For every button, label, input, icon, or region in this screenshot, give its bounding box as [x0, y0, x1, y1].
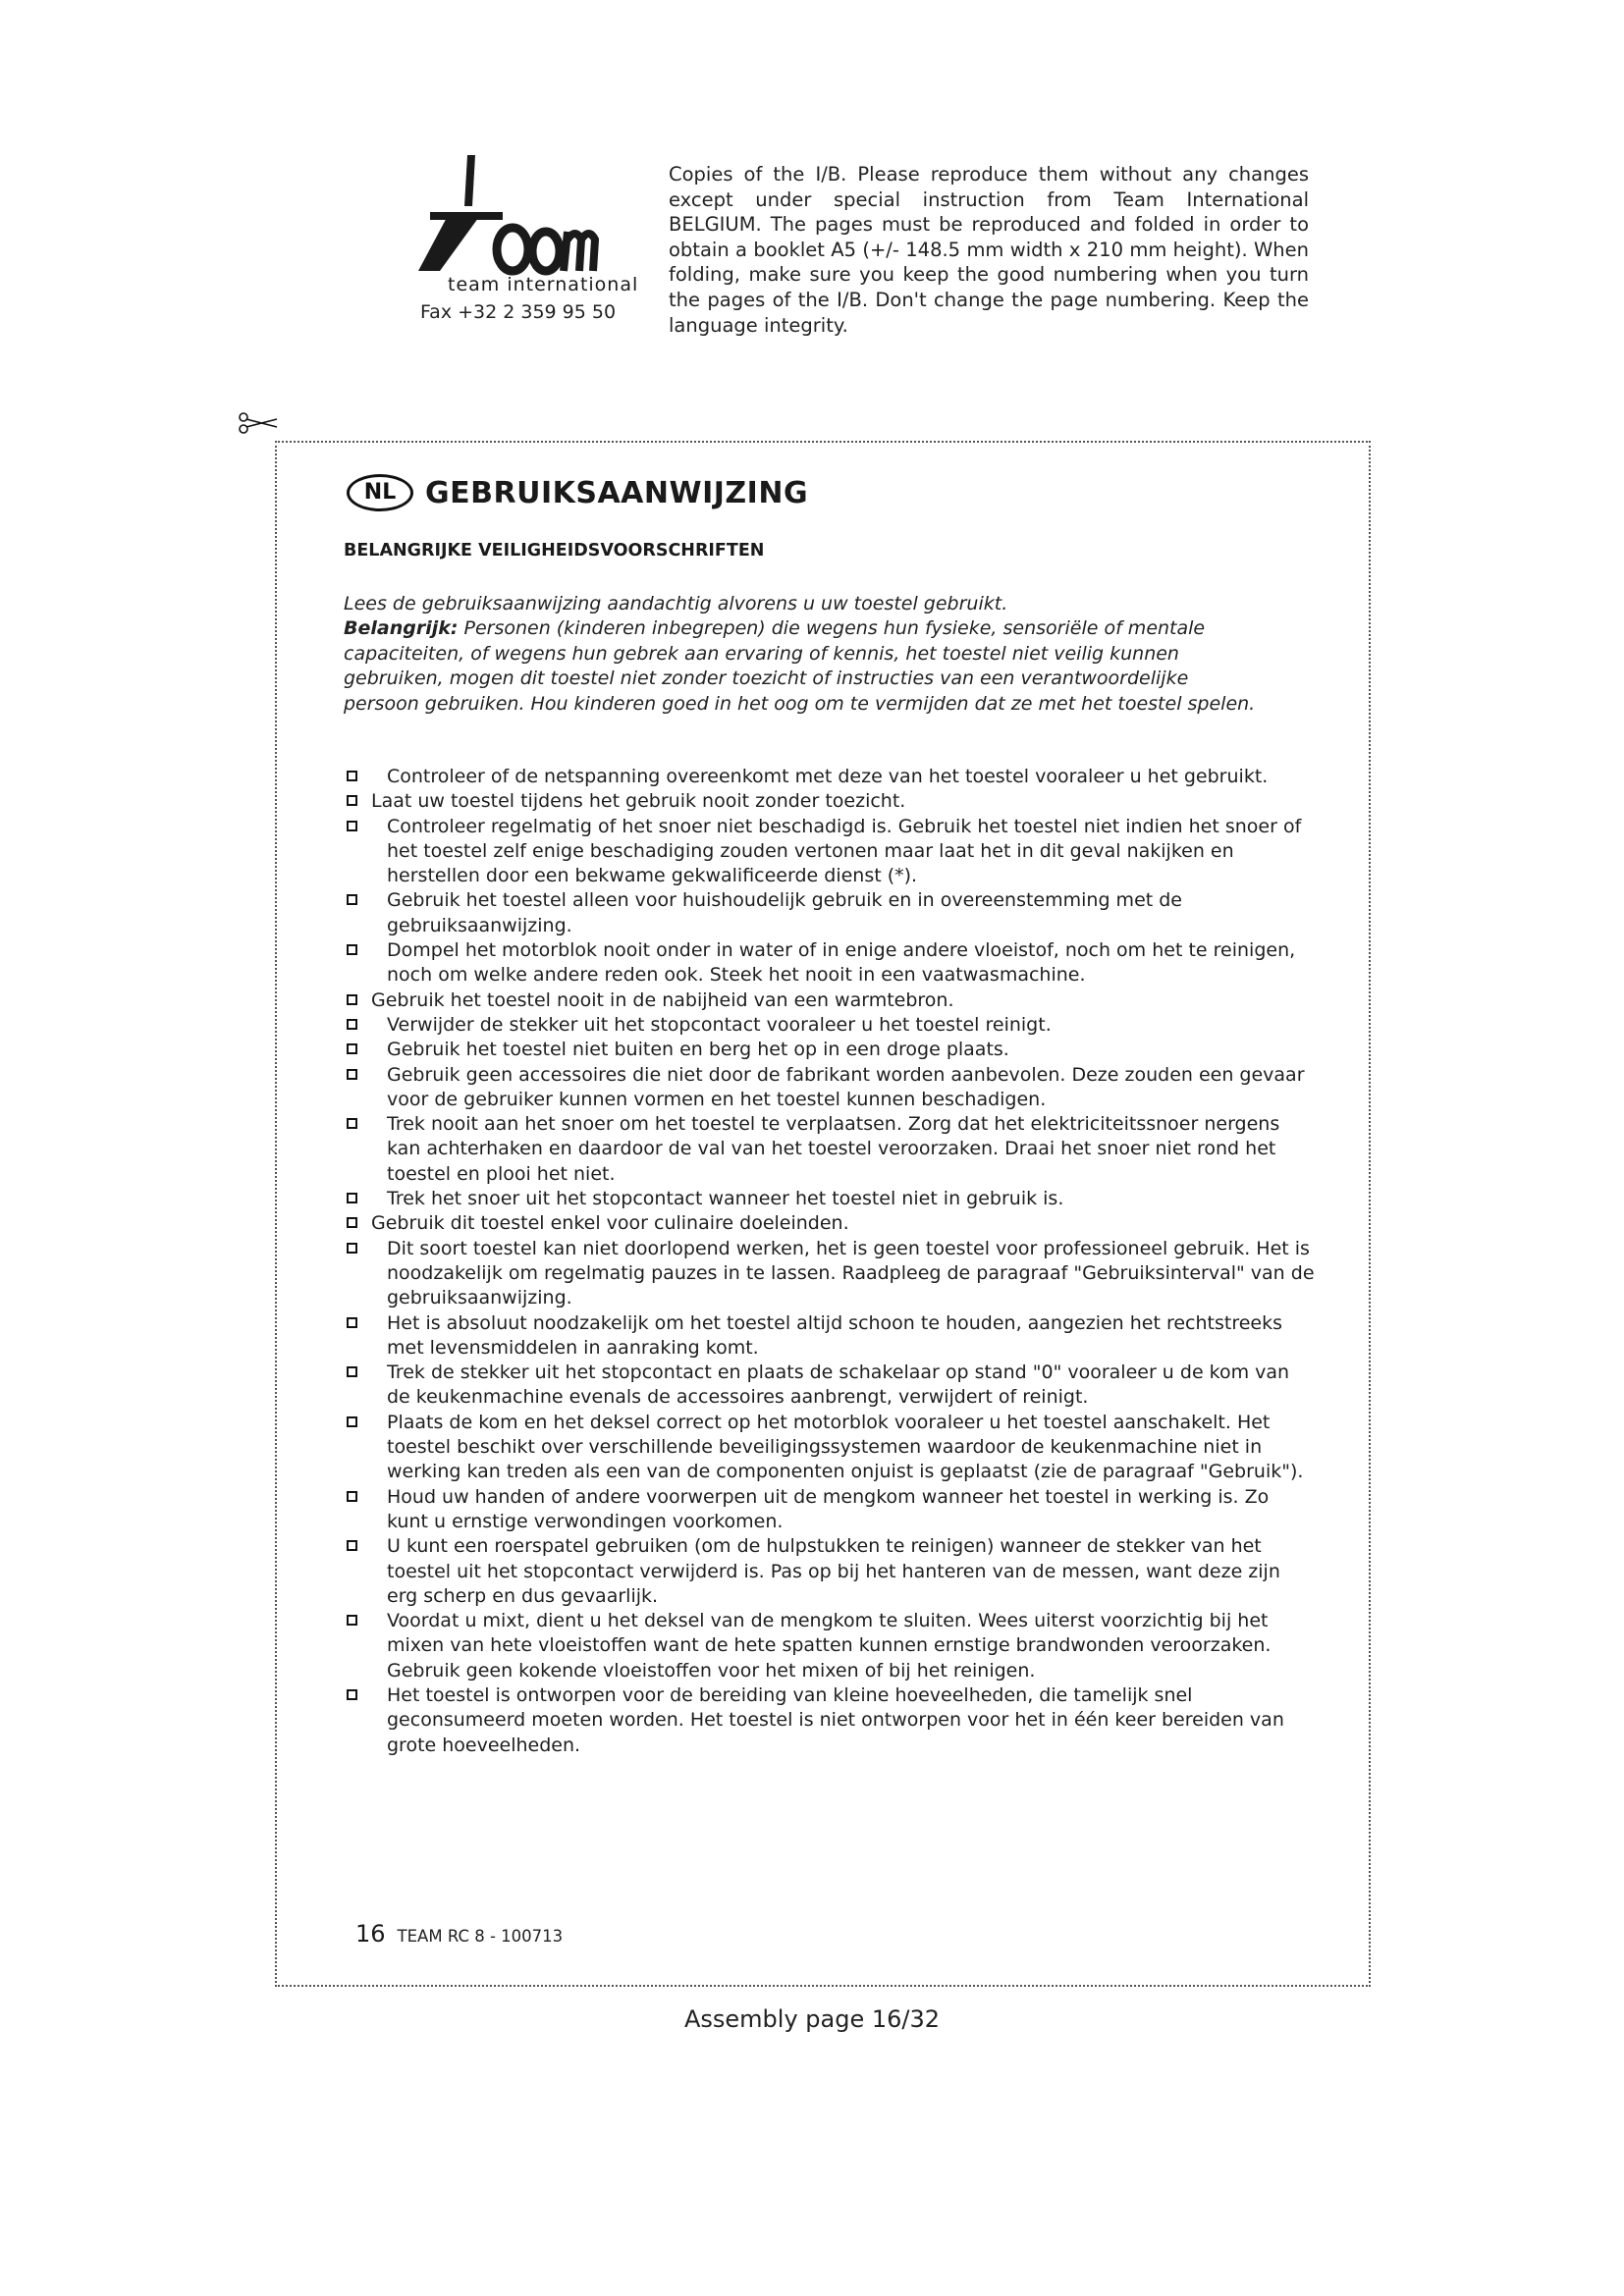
list-item: [344, 1211, 1316, 1236]
team-logo: [410, 155, 639, 295]
manual-title: GEBRUIKSAANWIJZING: [425, 475, 809, 510]
list-item-text: Trek het snoer uit het stopcontact wanneer het toestel niet in gebruik is.: [387, 1188, 1064, 1210]
checkbox-bullet-icon: [347, 821, 357, 831]
list-item: [344, 1534, 1316, 1609]
checkbox-bullet-icon: [347, 1043, 357, 1054]
intro-rest: Personen (kinderen inbegrepen) die wegens hun fysieke, sensoriële of mentale capaciteiten, of wegens hun gebrek aan ervaring of kennis, het toestel niet veilig kunnen gebruiken, mogen dit toestel niet zonder toezicht of instructies van een verantwoordelijke persoon gebruiken. Hou kinderen goed in het oog om te vermijden dat ze met het toestel spelen.: [344, 617, 1256, 715]
list-item-text: Het is absoluut noodzakelijk om het toestel altijd schoon te houden, aangezien het rechtstreeks met levensmiddelen in aanraking komt.: [387, 1311, 1283, 1359]
list-item: [344, 1038, 1316, 1062]
reproduction-note: Copies of the I/B. Please reproduce them without any changes except under special instruction from Team International BELGIUM. The pages must be reproduced and folded in order to obtain a booklet A5 (+/- 148.5 mm width x 210 mm height). When folding, make sure you keep the good numbering when you turn the pages of the I/B. Don't change the page numbering. Keep the language integrity.: [669, 163, 1309, 337]
list-item-text: Houd uw handen of andere voorwerpen uit de mengkom wanneer het toestel in werking is. Zo kunt u ernstige verwondingen voorkomen.: [387, 1485, 1270, 1532]
list-item-text: Controleer regelmatig of het snoer niet beschadigd is. Gebruik het toestel niet indien het snoer of het toestel zelf enige beschadiging zouden vertonen maar laat het in dit geval nakijken en herstellen door een bekwame gekwalificeerde dienst (*).: [387, 815, 1302, 887]
list-item: [344, 815, 1316, 889]
list-item: [344, 1361, 1316, 1411]
section-title: BELANGRIJKE VEILIGHEIDSVOORSCHRIFTEN: [344, 541, 765, 561]
list-item-text: Gebruik het toestel alleen voor huishoudelijk gebruik en in overeenstemming met de gebruiksaanwijzing.: [387, 889, 1182, 936]
scissors-icon: [238, 412, 279, 434]
checkbox-bullet-icon: [347, 771, 357, 781]
checkbox-bullet-icon: [347, 1217, 357, 1228]
checkbox-bullet-icon: [347, 1615, 357, 1626]
checkbox-bullet-icon: [347, 1416, 357, 1427]
language-badge: NL: [347, 474, 413, 511]
checkbox-bullet-icon: [347, 1317, 357, 1328]
checkbox-bullet-icon: [347, 1366, 357, 1377]
checkbox-bullet-icon: [347, 944, 357, 955]
checkbox-bullet-icon: [347, 795, 357, 806]
list-item-text: Gebruik geen accessoires die niet door de fabrikant worden aanbevolen. Deze zouden een gevaar voor de gebruiker kunnen vormen en het toestel kunnen beschadigen.: [387, 1063, 1305, 1110]
list-item-text: Gebruik het toestel niet buiten en berg het op in een droge plaats.: [387, 1039, 1009, 1061]
checkbox-bullet-icon: [347, 1069, 357, 1080]
list-item: [344, 1013, 1316, 1038]
assembly-page-label: Assembly page 16/32: [683, 2005, 941, 2033]
list-item-text: Verwijder de stekker uit het stopcontact vooraleer u het toestel reinigt.: [387, 1013, 1052, 1036]
intro-first: Lees de gebruiksaanwijzing aandachtig alvorens u uw toestel gebruikt.: [344, 593, 1008, 614]
list-item: [344, 789, 1316, 814]
list-item: [344, 1063, 1316, 1113]
page-number: 16: [355, 1920, 386, 1948]
checkbox-bullet-icon: [347, 994, 357, 1005]
checkbox-bullet-icon: [347, 1193, 357, 1203]
checkbox-bullet-icon: [347, 1491, 357, 1502]
checkbox-bullet-icon: [347, 1243, 357, 1254]
list-item: [344, 1609, 1316, 1683]
list-item-text: Het toestel is ontworpen voor de bereiding van kleine hoeveelheden, die tamelijk snel geconsumeerd moeten worden. Het toestel is niet ontworpen voor het in één keer bereiden van grote hoeveelheden.: [387, 1683, 1284, 1756]
list-item: [344, 1187, 1316, 1211]
list-item: [344, 1683, 1316, 1758]
list-item: [344, 938, 1316, 988]
page-footer: [355, 1920, 563, 1948]
checkbox-bullet-icon: [347, 894, 357, 905]
list-item-text: Trek de stekker uit het stopcontact en plaats de schakelaar op stand "0" vooraleer u de kom van de keukenmachine evenals de accessoires aanbrengt, verwijdert of reinigt.: [387, 1362, 1290, 1409]
intro-label: Belangrijk:: [344, 617, 459, 640]
manual-heading: [347, 471, 808, 514]
list-item: [344, 1485, 1316, 1535]
list-item-text: Laat uw toestel tijdens het gebruik nooit zonder toezicht.: [371, 790, 906, 813]
list-item-text: Gebruik het toestel nooit in de nabijheid van een warmtebron.: [371, 988, 954, 1011]
checkbox-bullet-icon: [347, 1540, 357, 1551]
logo-lettering: team international: [448, 274, 639, 295]
list-item: [344, 1311, 1316, 1362]
list-item-text: Controleer of de netspanning overeenkomt met deze van het toestel vooraleer u het gebruikt.: [387, 766, 1269, 787]
list-item-text: Plaats de kom en het deksel correct op het motorblok vooraleer u het toestel aanschakelt. Het toestel beschikt over verschillende beveiligingssystemen waardoor de keukenmachine niet in werking kan treden als een van de componenten onjuist is geplaatst (zie de paragraaf "Gebruik").: [387, 1411, 1304, 1483]
intro-paragraph: [344, 592, 1257, 717]
fax-number: Fax +32 2 359 95 50: [420, 301, 617, 323]
list-item-text: Voordat u mixt, dient u het deksel van de mengkom te sluiten. Wees uiterst voorzichtig bij het mixen van hete vloeistoffen want de hete spatten kunnen ernstige brandwonden veroorzaken. Gebruik geen kokende vloeistoffen voor het mixen of bij het reinigen.: [387, 1610, 1272, 1682]
list-item: [344, 888, 1316, 938]
checkbox-bullet-icon: [347, 1689, 357, 1700]
list-item: [344, 765, 1316, 789]
list-item-text: Trek nooit aan het snoer om het toestel te verplaatsen. Zorg dat het elektriciteitssnoer nergens kan achterhaken en daardoor de val van het toestel veroorzaken. Draai het snoer niet rond het toestel en plooi het niet.: [387, 1113, 1280, 1185]
checkbox-bullet-icon: [347, 1118, 357, 1129]
checkbox-bullet-icon: [347, 1019, 357, 1030]
list-item: [344, 1237, 1316, 1311]
list-item-text: Dompel het motorblok nooit onder in water of in enige andere vloeistof, noch om het te reinigen, noch om welke andere reden ook. Steek het nooit in een vaatwasmachine.: [387, 939, 1296, 987]
list-item-text: Dit soort toestel kan niet doorlopend werken, het is geen toestel voor professioneel gebruik. Het is noodzakelijk om regelmatig pauzes in te lassen. Raadpleeg de paragraaf "Gebruiksinterval" van de gebruiksaanwijzing.: [387, 1237, 1315, 1309]
list-item: [344, 1112, 1316, 1187]
list-item-text: Gebruik dit toestel enkel voor culinaire doeleinden.: [371, 1212, 849, 1235]
model-code: TEAM RC 8 - 100713: [397, 1927, 564, 1946]
list-item: [344, 1411, 1316, 1485]
safety-rules-list: [344, 765, 1316, 1758]
list-item-text: U kunt een roerspatel gebruiken (om de hulpstukken te reinigen) wanneer de stekker van het toestel uit het stopcontact verwijderd is. Pas op bij het hanteren van de messen, want deze zijn erg scherp en dus gevaarlijk.: [387, 1535, 1280, 1607]
list-item: [344, 988, 1316, 1013]
